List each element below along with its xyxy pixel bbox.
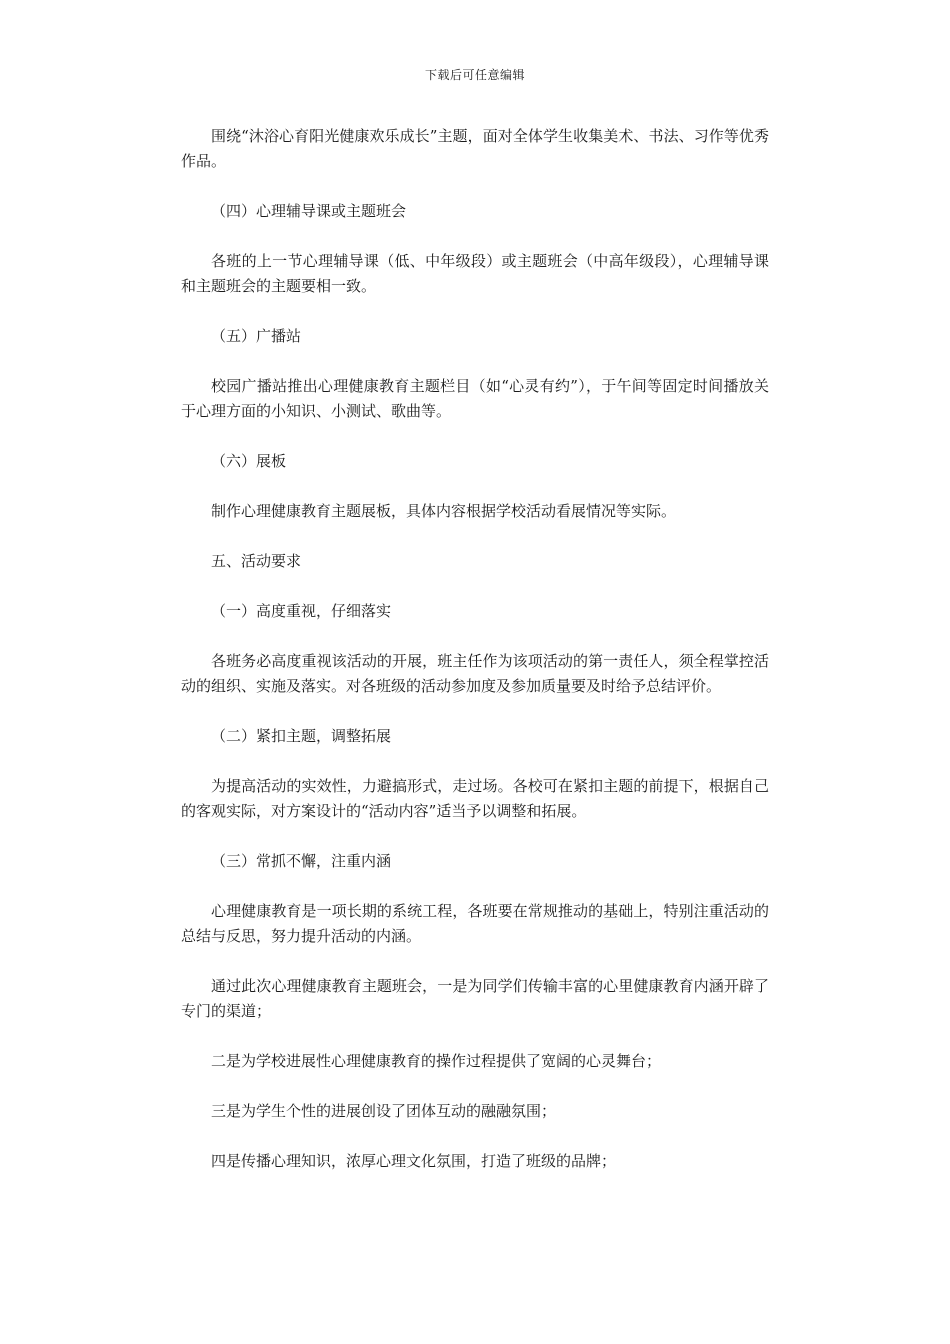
paragraph: 二是为学校进展性心理健康教育的操作过程提供了宽阔的心灵舞台； — [211, 1052, 662, 1070]
section-heading: （六）展板 — [211, 452, 287, 470]
paragraph: 通过此次心理健康教育主题班会，一是为同学们传输丰富的心里健康教育内涵开辟了专门的渠道； — [181, 977, 769, 1020]
section-heading: （三）常抓不懈，注重内涵 — [211, 852, 392, 870]
section-heading: （二）紧扣主题，调整拓展 — [211, 727, 392, 745]
paragraph: 制作心理健康教育主题展板，具体内容根据学校活动看展情况等实际。 — [211, 502, 677, 520]
section-heading: （四）心理辅导课或主题班会 — [211, 202, 407, 220]
document-body — [181, 124, 769, 1199]
page-header: 下载后可任意编辑 — [424, 68, 525, 82]
paragraph: 心理健康教育是一项长期的系统工程，各班要在常规推动的基础上，特别注重活动的总结与反思，努力提升活动的内涵。 — [181, 902, 769, 945]
section-heading: 五、活动要求 — [211, 552, 302, 570]
section-heading: （五）广播站 — [211, 327, 302, 345]
paragraph: 四是传播心理知识，浓厚心理文化氛围，打造了班级的品牌； — [211, 1152, 617, 1170]
paragraph: 校园广播站推出心理健康教育主题栏目（如“心灵有约”），于午间等固定时间播放关于心理方面的小知识、小测试、歌曲等。 — [181, 377, 769, 420]
paragraph: 三是为学生个性的进展创设了团体互动的融融氛围； — [211, 1102, 557, 1120]
paragraph: 各班务必高度重视该活动的开展，班主任作为该项活动的第一责任人，须全程掌控活动的组织、实施及落实。对各班级的活动参加度及参加质量要及时给予总结评价。 — [181, 652, 769, 695]
section-heading: （一）高度重视，仔细落实 — [211, 602, 392, 620]
paragraph: 各班的上一节心理辅导课（低、中年级段）或主题班会（中高年级段），心理辅导课和主题班会的主题要相一致。 — [181, 252, 769, 295]
paragraph: 为提高活动的实效性，力避搞形式，走过场。各校可在紧扣主题的前提下，根据自己的客观实际，对方案设计的“活动内容”适当予以调整和拓展。 — [181, 777, 769, 820]
paragraph: 围绕“沐浴心育阳光健康欢乐成长”主题，面对全体学生收集美术、书法、习作等优秀作品。 — [181, 127, 769, 170]
